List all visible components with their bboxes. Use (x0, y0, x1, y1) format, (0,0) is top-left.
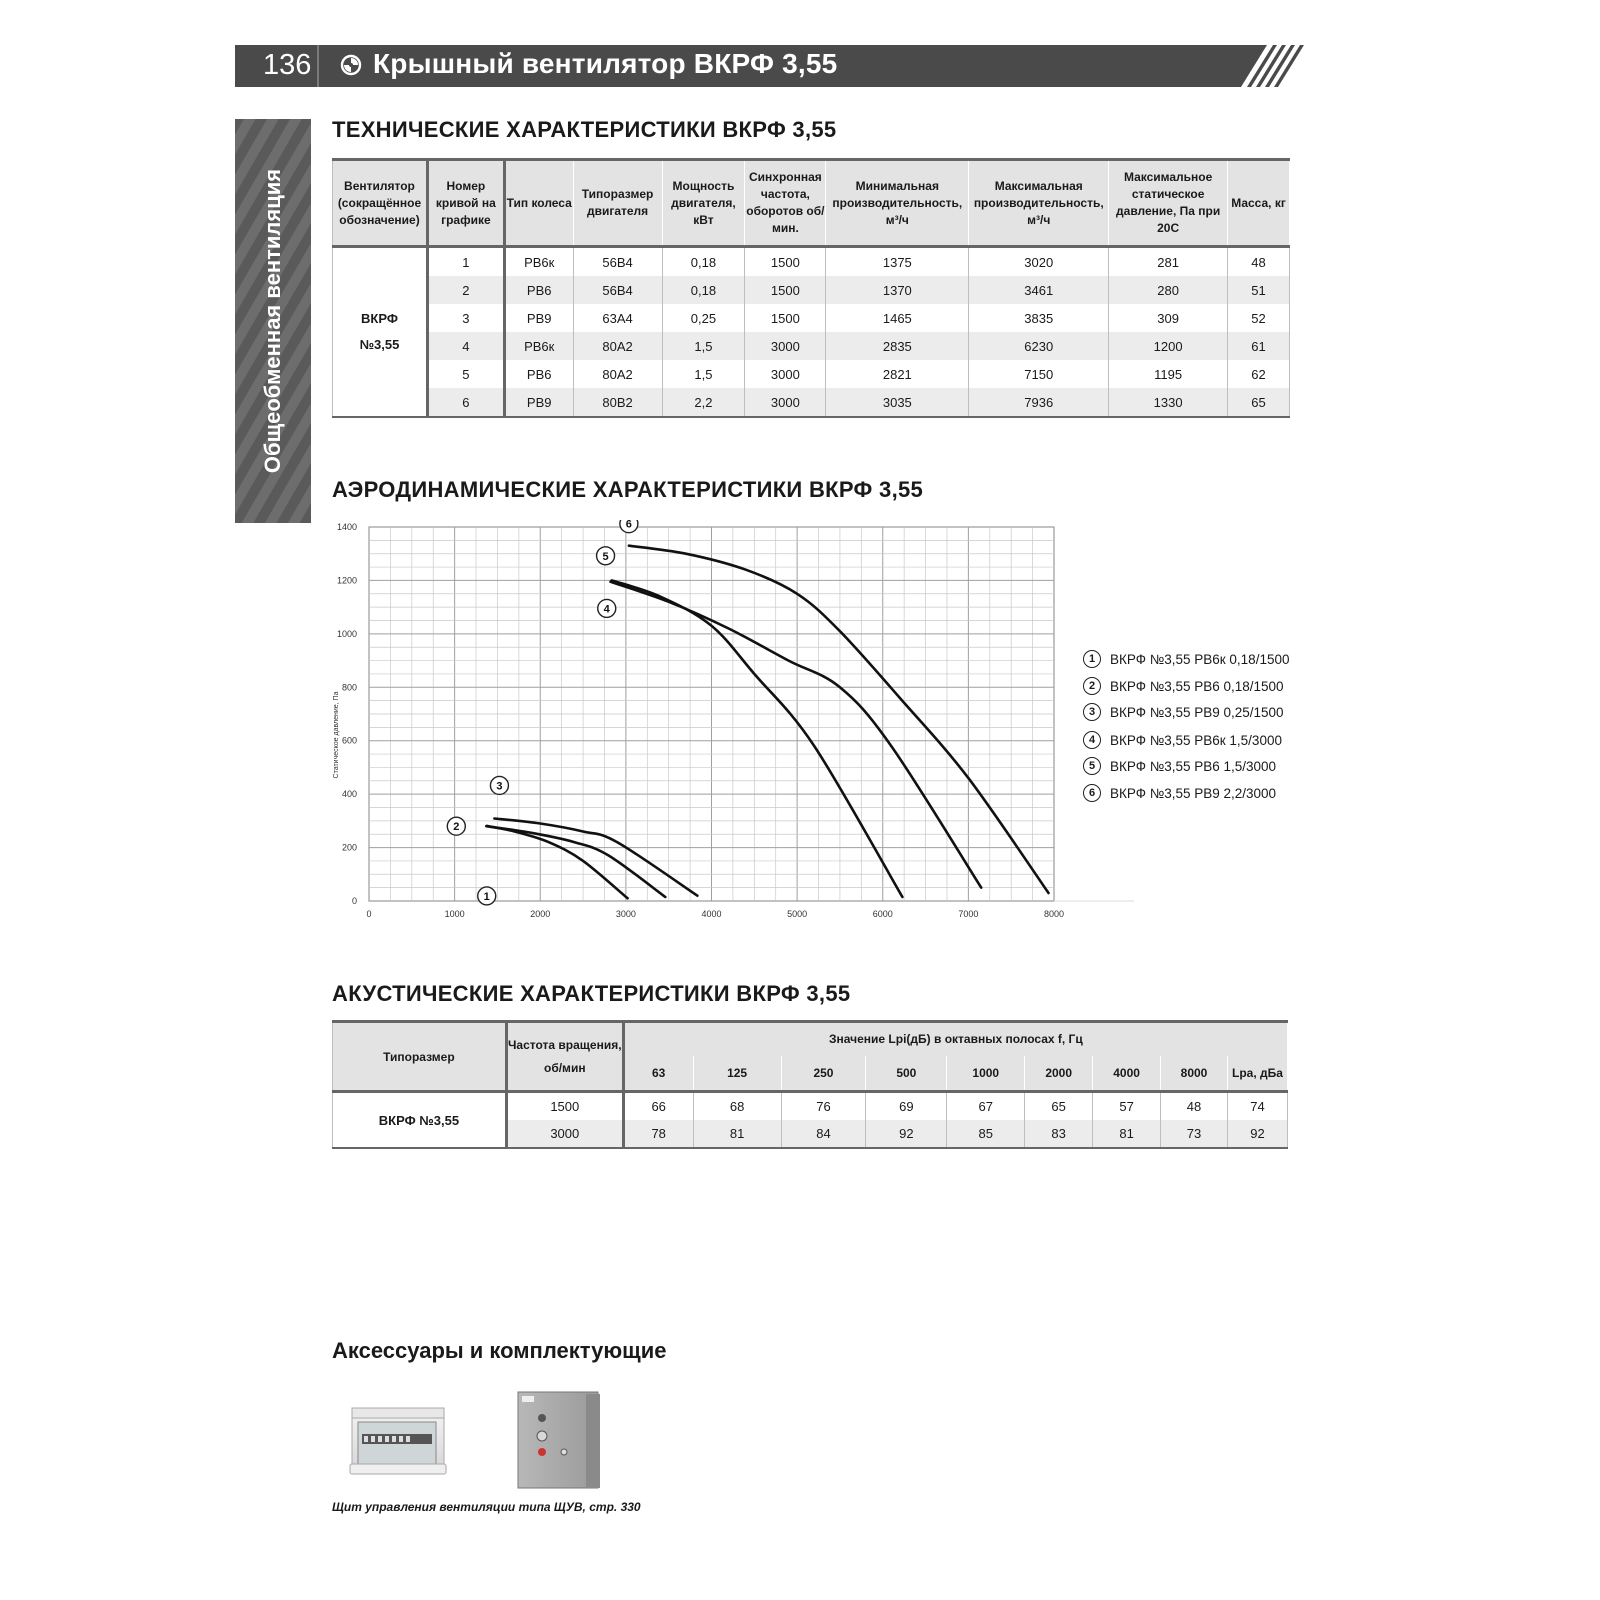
table-cell: 74 (1227, 1092, 1287, 1121)
x-tick-label: 6000 (872, 909, 893, 919)
tech-col-header: Максимальная производительность, м³/ч (969, 160, 1109, 247)
table-cell: 48 (1228, 247, 1290, 277)
table-cell: 6 (427, 388, 504, 417)
table-cell: 52 (1228, 304, 1290, 332)
table-cell: 0,18 (662, 276, 745, 304)
table-cell: 76 (781, 1092, 866, 1121)
acou-band-header: 125 (693, 1056, 781, 1092)
legend-item (1083, 731, 1282, 749)
acou-band-header: 63 (623, 1056, 693, 1092)
tech-col-header: Минимальная производительность, м³/ч (826, 160, 969, 247)
header-divider (317, 45, 319, 87)
table-cell: РВ9 (504, 388, 573, 417)
curve-marker-5 (597, 547, 615, 565)
page-title: Крышный вентилятор ВКРФ 3,55 (373, 48, 838, 79)
acou-header-rpm: Частота вращения, об/мин (506, 1022, 623, 1092)
table-cell: 3461 (969, 276, 1109, 304)
aero-chart (320, 520, 1140, 920)
chart-grid (369, 527, 1054, 901)
curve-marker-label: 2 (453, 821, 460, 834)
table-cell: 7150 (969, 360, 1109, 388)
table-row (333, 388, 1290, 417)
table-cell: 66 (623, 1092, 693, 1121)
table-row (333, 360, 1290, 388)
table-cell: 1500 (745, 247, 826, 277)
group-label-line2: №3,55 (359, 337, 400, 352)
accessories-title: Аксессуары и комплектующие (332, 1338, 667, 1363)
table-cell: 1 (427, 247, 504, 277)
control-panel-image (348, 1402, 448, 1478)
table-cell: 48 (1161, 1092, 1228, 1121)
table-cell: 3035 (826, 388, 969, 417)
legend-label: ВКРФ №3,55 РВ6к 1,5/3000 (1110, 732, 1282, 748)
table-cell: 6230 (969, 332, 1109, 360)
curve-marker-2 (447, 817, 465, 835)
table-cell: 281 (1109, 247, 1228, 277)
table-cell: 0,18 (662, 247, 745, 277)
tech-col-header: Мощность двигателя, кВт (662, 160, 745, 247)
table-cell: 1375 (826, 247, 969, 277)
table-cell: 2821 (826, 360, 969, 388)
table-cell: 80В2 (573, 388, 662, 417)
table-cell: 51 (1228, 276, 1290, 304)
x-tick-label: 0 (366, 909, 372, 919)
legend-number: 6 (1083, 784, 1101, 802)
acou-band-header: 250 (781, 1056, 866, 1092)
legend-label: ВКРФ №3,55 РВ9 2,2/3000 (1110, 785, 1277, 801)
acou-rpm-cell: 1500 (506, 1092, 623, 1121)
legend-label: ВКРФ №3,55 РВ6 0,18/1500 (1110, 678, 1284, 694)
table-cell: 1500 (745, 276, 826, 304)
header-stripes-decoration (1237, 45, 1307, 87)
group-label-line1: ВКРФ (361, 311, 398, 326)
chart-y-axis-label: Статическое давление, Па (333, 691, 340, 779)
table-cell: 69 (866, 1092, 947, 1121)
table-cell: 309 (1109, 304, 1228, 332)
table-cell: 280 (1109, 276, 1228, 304)
table-cell: 1330 (1109, 388, 1228, 417)
table-cell: 3000 (745, 388, 826, 417)
curve-marker-label: 4 (603, 603, 610, 616)
legend-number: 4 (1083, 731, 1101, 749)
table-cell: 2 (427, 276, 504, 304)
table-cell: 1195 (1109, 360, 1228, 388)
table-cell: 65 (1228, 388, 1290, 417)
table-cell: РВ6к (504, 332, 573, 360)
x-tick-label: 8000 (1043, 909, 1065, 919)
table-cell: 3835 (969, 304, 1109, 332)
legend-number: 2 (1083, 677, 1101, 695)
table-cell: 78 (623, 1120, 693, 1148)
acou-band-header: Lpa, дБа (1227, 1056, 1287, 1092)
curve-marker-6 (620, 520, 638, 533)
y-tick-label: 800 (341, 682, 357, 693)
accessories-caption: Щит управления вентиляции типа ЩУВ, стр. 330 (332, 1500, 641, 1514)
table-cell: 7936 (969, 388, 1109, 417)
table-cell: 61 (1228, 332, 1290, 360)
y-tick-label: 200 (341, 842, 357, 853)
table-cell: 0,25 (662, 304, 745, 332)
table-cell: 5 (427, 360, 504, 388)
table-cell: 3 (427, 304, 504, 332)
table-cell: 1,5 (662, 360, 745, 388)
table-cell: 56В4 (573, 276, 662, 304)
table-cell: РВ6к (504, 247, 573, 277)
x-tick-label: 4000 (701, 909, 722, 919)
x-tick-label: 3000 (615, 909, 636, 919)
table-cell: 1,5 (662, 332, 745, 360)
y-tick-label: 400 (341, 789, 357, 800)
tech-header-row (333, 160, 1290, 247)
acou-band-header: 8000 (1161, 1056, 1228, 1092)
acou-band-header: 2000 (1025, 1056, 1093, 1092)
table-cell: 3000 (745, 332, 826, 360)
legend-item (1083, 757, 1276, 775)
acou-header-bands: Значение Lpi(дБ) в октавных полосах f, Гц (623, 1022, 1287, 1056)
table-row (333, 332, 1290, 360)
side-tab-label: Общеобменная вентиляция (260, 168, 285, 474)
table-cell: 92 (1227, 1120, 1287, 1148)
table-cell: 80А2 (573, 360, 662, 388)
table-cell: 84 (781, 1120, 866, 1148)
table-row (333, 247, 1290, 277)
tech-col-header: Максимальное статическое давление, Па при 20С (1109, 160, 1228, 247)
x-tick-label: 5000 (787, 909, 808, 919)
table-cell: 1200 (1109, 332, 1228, 360)
curve-marker-4 (598, 599, 616, 617)
table-cell: 62 (1228, 360, 1290, 388)
tech-col-header: Синхронная частота, оборотов об/мин. (745, 160, 826, 247)
acou-band-header: 500 (866, 1056, 947, 1092)
table-cell: РВ6 (504, 360, 573, 388)
legend-label: ВКРФ №3,55 РВ9 0,25/1500 (1110, 704, 1284, 720)
table-cell: РВ9 (504, 304, 573, 332)
legend-label: ВКРФ №3,55 РВ6к 0,18/1500 (1110, 651, 1290, 667)
acou-section-title: АКУСТИЧЕСКИЕ ХАРАКТЕРИСТИКИ ВКРФ 3,55 (332, 981, 851, 1006)
table-cell: 3020 (969, 247, 1109, 277)
table-cell: 1465 (826, 304, 969, 332)
acou-header-size: Типоразмер (333, 1022, 507, 1092)
tech-col-header: Тип колеса (504, 160, 573, 247)
y-tick-label: 1200 (336, 575, 357, 586)
legend-item (1083, 677, 1284, 695)
table-cell: 1370 (826, 276, 969, 304)
table-cell: 63А4 (573, 304, 662, 332)
acou-band-header: 1000 (947, 1056, 1025, 1092)
table-cell: 65 (1025, 1092, 1093, 1121)
acou-model-label: ВКРФ №3,55 (333, 1092, 507, 1149)
table-cell: 81 (1093, 1120, 1161, 1148)
y-tick-label: 1400 (336, 522, 357, 532)
table-row (333, 1092, 1288, 1121)
table-cell: 92 (866, 1120, 947, 1148)
table-cell: 56В4 (573, 247, 662, 277)
tech-specs-table (332, 158, 1290, 418)
aero-section-title: АЭРОДИНАМИЧЕСКИЕ ХАРАКТЕРИСТИКИ ВКРФ 3,55 (332, 477, 924, 502)
page-number: 136 (263, 49, 312, 81)
tech-col-header: Номер кривой на графике (427, 160, 504, 247)
acou-band-header: 4000 (1093, 1056, 1161, 1092)
table-cell: 3000 (745, 360, 826, 388)
tech-col-header: Вентилятор (сокращённое обозначение) (333, 160, 428, 247)
x-tick-label: 1000 (444, 909, 465, 919)
curve-marker-3 (490, 776, 508, 794)
tech-group-label (333, 247, 428, 418)
table-cell: 73 (1161, 1120, 1228, 1148)
legend-item (1083, 650, 1289, 668)
x-tick-label: 2000 (530, 909, 551, 919)
curve-marker-label: 1 (483, 890, 490, 903)
table-cell: 67 (947, 1092, 1025, 1121)
x-tick-label: 7000 (958, 909, 979, 919)
tech-section-title: ТЕХНИЧЕСКИЕ ХАРАКТЕРИСТИКИ ВКРФ 3,55 (332, 117, 837, 142)
table-cell: 4 (427, 332, 504, 360)
legend-number: 5 (1083, 757, 1101, 775)
section-side-tab (235, 119, 311, 523)
curve-marker-1 (478, 887, 496, 905)
legend-item (1083, 703, 1284, 721)
table-cell: 81 (693, 1120, 781, 1148)
acoustic-table (332, 1020, 1288, 1149)
y-tick-label: 1000 (336, 628, 357, 639)
table-cell: 2,2 (662, 388, 745, 417)
legend-item (1083, 784, 1276, 802)
curve-marker-label: 3 (496, 780, 503, 793)
tech-col-header: Масса, кг (1228, 160, 1290, 247)
page-header (235, 45, 1307, 87)
table-cell: 1500 (745, 304, 826, 332)
table-cell: 2835 (826, 332, 969, 360)
table-cell: РВ6 (504, 276, 573, 304)
control-cabinet-image (512, 1390, 606, 1492)
table-cell: 83 (1025, 1120, 1093, 1148)
acou-rpm-cell: 3000 (506, 1120, 623, 1148)
legend-label: ВКРФ №3,55 РВ6 1,5/3000 (1110, 758, 1277, 774)
curve-marker-label: 5 (602, 550, 609, 563)
brand-logo-icon (340, 54, 362, 76)
curve-marker-label: 6 (625, 520, 632, 531)
y-tick-label: 0 (351, 896, 357, 906)
table-cell: 68 (693, 1092, 781, 1121)
y-tick-label: 600 (341, 735, 357, 746)
table-row (333, 276, 1290, 304)
table-cell: 85 (947, 1120, 1025, 1148)
table-cell: 80А2 (573, 332, 662, 360)
table-row (333, 304, 1290, 332)
table-cell: 57 (1093, 1092, 1161, 1121)
tech-col-header: Типоразмер двигателя (573, 160, 662, 247)
legend-number: 1 (1083, 650, 1101, 668)
legend-number: 3 (1083, 703, 1101, 721)
